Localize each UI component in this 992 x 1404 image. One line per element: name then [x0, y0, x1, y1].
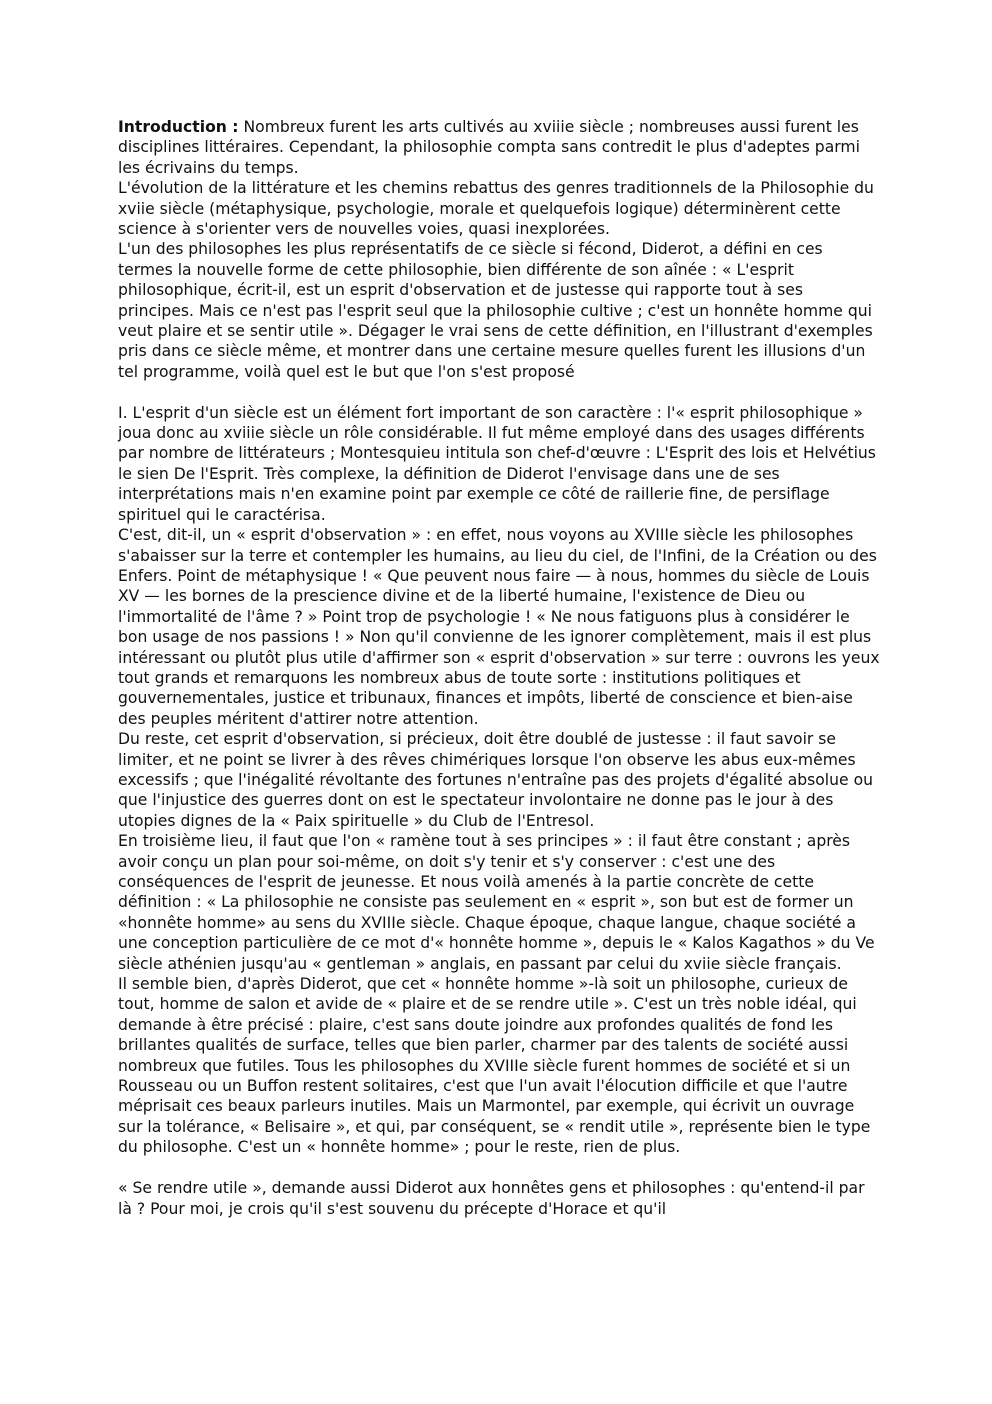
intro-label: Introduction : [118, 118, 239, 136]
paragraph-diderot-definition: L'un des philosophes les plus représentatifs de ce siècle si fécond, Diderot, a défini en ces termes la nouvelle forme de cette philosophie, bien différente de son aînée : « L'esprit philosophique, écrit-il, est un esprit d'observation et de justesse qui rapporte tout à ses principes. Mais ce n'est pas l'esprit seul que la philosophie cultive ; c'est un honnête homme qui veut plaire et se sentir utile ». Dégager le vrai sens de cette définition, en l'illustrant d'exemples pris dans ce siècle même, et montrer dans une certaine mesure quelles furent les illusions d'un tel programme, voilà quel est le but que l'on s'est proposé [118, 240, 873, 381]
paragraph-part-one: I. L'esprit d'un siècle est un élément fort important de son caractère : l'« esprit philosophique » joua donc au xviiie siècle un rôle considérable. Il fut même employé dans des usages différents par nombre de littérateurs ; Montesquieu intitula son chef-d'œuvre : L'Esprit des lois et Helvétius le sien De l'Esprit. Très complexe, la définition de Diderot l'envisage dans une de ses interprétations mais n'en examine point par exemple ce côté de raillerie fine, de persiflage spirituel qui le caractérisa. [118, 403, 876, 524]
paragraph-evolution: L'évolution de la littérature et les chemins rebattus des genres traditionnels de la Philosophie du xviie siècle (métaphysique, psychologie, morale et quelquefois logique) déterminèrent cette science à s'orienter vers de nouvelles voies, quasi inexplorées. [118, 179, 874, 239]
document-body [118, 117, 880, 1219]
paragraph-honnete-homme: Il semble bien, d'après Diderot, que cet « honnête homme »-là soit un philosophe, curieux de tout, homme de salon et avide de « plaire et de se rendre utile ». C'est un très noble idéal, qui demande à être précisé : plaire, c'est sans doute joindre aux profondes qualités de fond les brillantes qualités de surface, telles que bien parler, charmer par des talents de société aussi nombreux que futiles. Tous les philosophes du XVIIIe siècle furent hommes de société et si un Rousseau ou un Buffon restent solitaires, c'est que l'un avait l'élocution difficile et que l'autre méprisait ces beaux parleurs inutiles. Mais un Marmontel, par exemple, qui écrivit un ouvrage sur la tolérance, « Belisaire », et qui, par conséquent, se « rendit utile », représente bien le type du philosophe. C'est un « honnête homme» ; pour le reste, rien de plus. [118, 975, 871, 1157]
paragraph-justesse: Du reste, cet esprit d'observation, si précieux, doit être doublé de justesse : il faut savoir se limiter, et ne point se livrer à des rêves chimériques lorsque l'on observe les abus eux-mêmes excessifs ; que l'inégalité révoltante des fortunes n'entraîne pas des projets d'égalité absolue ou que l'injustice des guerres dont on est le spectateur involontaire ne donne pas le jour à des utopies dignes de la « Paix spirituelle » du Club de l'Entresol. [118, 730, 874, 830]
paragraph-observation: C'est, dit-il, un « esprit d'observation » : en effet, nous voyons au XVIIIe siècle les philosophes s'abaisser sur la terre et contempler les humains, au lieu du ciel, de l'Infini, de la Création ou des Enfers. Point de métaphysique ! « Que peuvent nous faire — à nous, hommes du siècle de Louis XV — les bornes de la prescience divine et de la liberté humaine, l'existence de Dieu ou l'immortalité de l'âme ? » Point trop de psychologie ! « Ne nous fatiguons plus à considérer le bon usage de nos passions ! » Non qu'il convienne de les ignorer complètement, mais il est plus intéressant ou plutôt plus utile d'affirmer son « esprit d'observation » sur terre : ouvrons les yeux tout grands et remarquons les nombreux abus de toute sorte : institutions politiques et gouvernementales, justice et tribunaux, finances et impôts, liberté de conscience et bien-aise des peuples méritent d'attirer notre attention. [118, 526, 880, 728]
intro-text: Nombreux furent les arts cultivés au xviiie siècle ; nombreuses aussi furent les disciplines littéraires. Cependant, la philosophie compta sans contredit le plus d'adeptes parmi les écrivains du temps. [118, 118, 860, 177]
paragraph-spacer [118, 1158, 880, 1178]
paragraph-principes: En troisième lieu, il faut que l'on « ramène tout à ses principes » : il faut être constant ; après avoir conçu un plan pour soi-même, on doit s'y tenir et s'y conserver : c'est une des conséquences de l'esprit de jeunesse. Et nous voilà amenés à la partie concrète de cette définition : « La philosophie ne consiste pas seulement en « esprit », son but est de former un «honnête homme» au sens du XVIIIe siècle. Chaque époque, chaque langue, chaque société a une conception particulière de ce mot d'« honnête homme », depuis le « Kalos Kagathos » du Ve siècle athénien jusqu'au « gentleman » anglais, en passant par celui du xviie siècle français. [118, 832, 875, 973]
paragraph-spacer [118, 382, 880, 402]
intro-paragraph [118, 117, 880, 178]
paragraph-se-rendre-utile: « Se rendre utile », demande aussi Diderot aux honnêtes gens et philosophes : qu'entend-il par là ? Pour moi, je crois qu'il s'est souvenu du précepte d'Horace et qu'il [118, 1179, 865, 1218]
